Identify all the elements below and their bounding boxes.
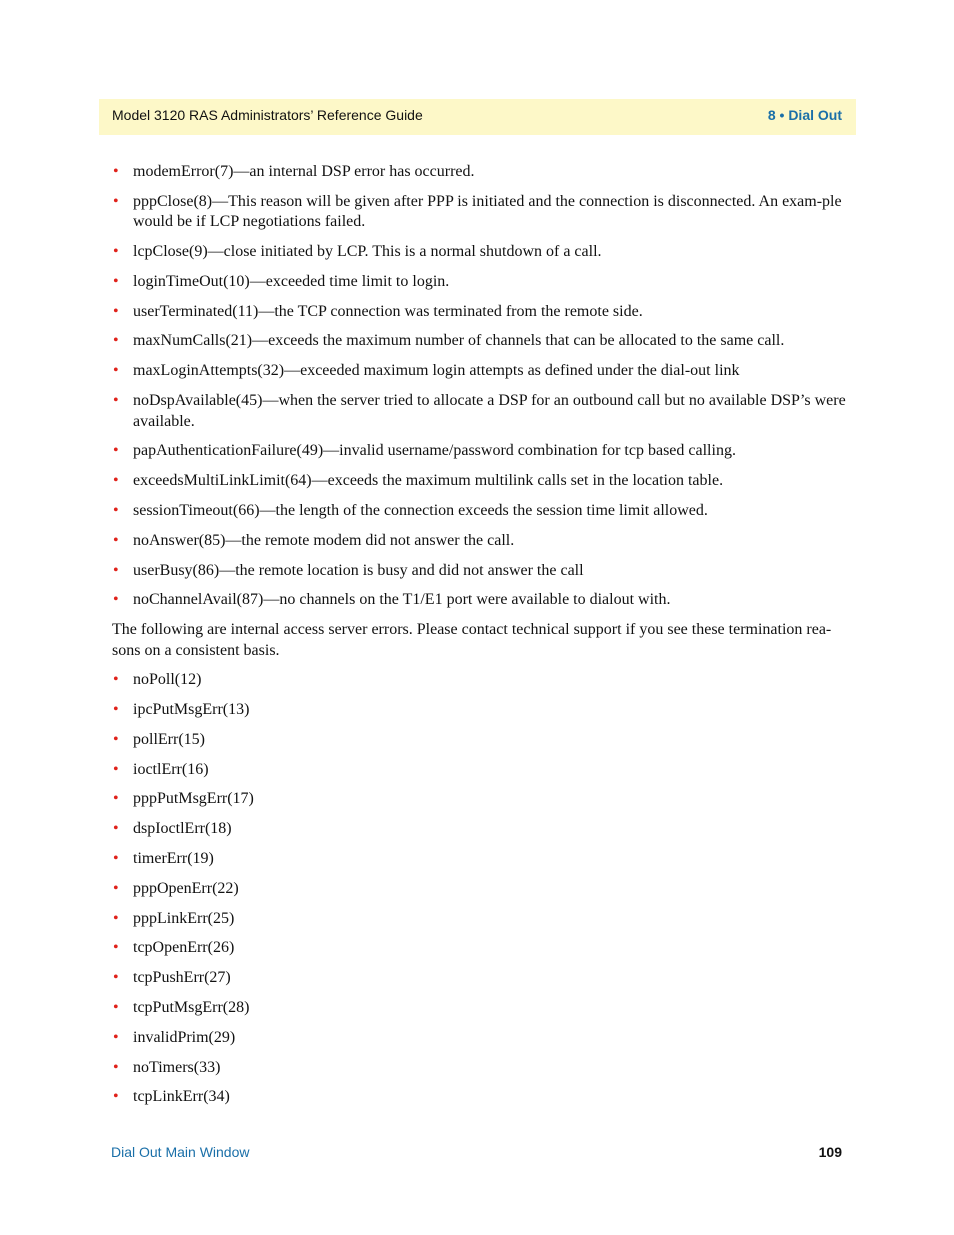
footer-section-name: Dial Out Main Window [111,1144,250,1160]
list-item: • userTerminated(11)—the TCP connection was terminated from the remote side. [112,302,847,323]
list-item: • exceedsMultiLinkLimit(64)—exceeds the maximum multilink calls set in the location table. [112,471,847,492]
list-item: • modemError(7)—an internal DSP error has occurred. [112,162,847,183]
list-item: • pppPutMsgErr(17) [112,789,847,810]
page-number: 109 [818,1144,842,1160]
list-item: • sessionTimeout(66)—the length of the connection exceeds the session time limit allowed. [112,501,847,522]
list-item: • maxNumCalls(21)—exceeds the maximum number of channels that can be allocated to the same call. [112,331,847,352]
list-item: • tcpOpenErr(26) [112,938,847,959]
list-item: • ipcPutMsgErr(13) [112,700,847,721]
list-item: • noAnswer(85)—the remote modem did not answer the call. [112,531,847,552]
list-item: • pppClose(8)—This reason will be given after PPP is initiated and the connection is disconnected. An exam-ple would be if LCP negotiations failed. [112,192,847,233]
list-item: • tcpPutMsgErr(28) [112,998,847,1019]
running-header [99,99,856,135]
list-item: • loginTimeOut(10)—exceeded time limit to login. [112,272,847,293]
page-body [112,162,847,1117]
list-item: • tcpPushErr(27) [112,968,847,989]
list-item: • maxLoginAttempts(32)—exceeded maximum login attempts as defined under the dial-out link [112,361,847,382]
internal-errors-list [112,670,847,1108]
list-item: • papAuthenticationFailure(49)—invalid username/password combination for tcp based calling. [112,441,847,462]
list-item: • pollErr(15) [112,730,847,751]
list-item: • noPoll(12) [112,670,847,691]
list-item: • noChannelAvail(87)—no channels on the T1/E1 port were available to dialout with. [112,590,847,611]
list-item: • dspIoctlErr(18) [112,819,847,840]
internal-errors-paragraph: The following are internal access server errors. Please contact technical support if you see these termination rea-sons on a consistent basis. [112,621,832,659]
document-title: Model 3120 RAS Administrators’ Reference Guide [112,107,423,123]
termination-reasons-list [112,162,847,611]
list-item: • userBusy(86)—the remote location is busy and did not answer the call [112,561,847,582]
list-item: • noDspAvailable(45)—when the server tried to allocate a DSP for an outbound call but no available DSP’s were available. [112,391,847,432]
list-item: • lcpClose(9)—close initiated by LCP. This is a normal shutdown of a call. [112,242,847,263]
list-item: • pppLinkErr(25) [112,909,847,930]
list-item: • ioctlErr(16) [112,760,847,781]
list-item: • timerErr(19) [112,849,847,870]
list-item: • pppOpenErr(22) [112,879,847,900]
list-item: • invalidPrim(29) [112,1028,847,1049]
list-item: • noTimers(33) [112,1058,847,1079]
list-item: • tcpLinkErr(34) [112,1087,847,1108]
chapter-label: 8 • Dial Out [767,107,842,123]
